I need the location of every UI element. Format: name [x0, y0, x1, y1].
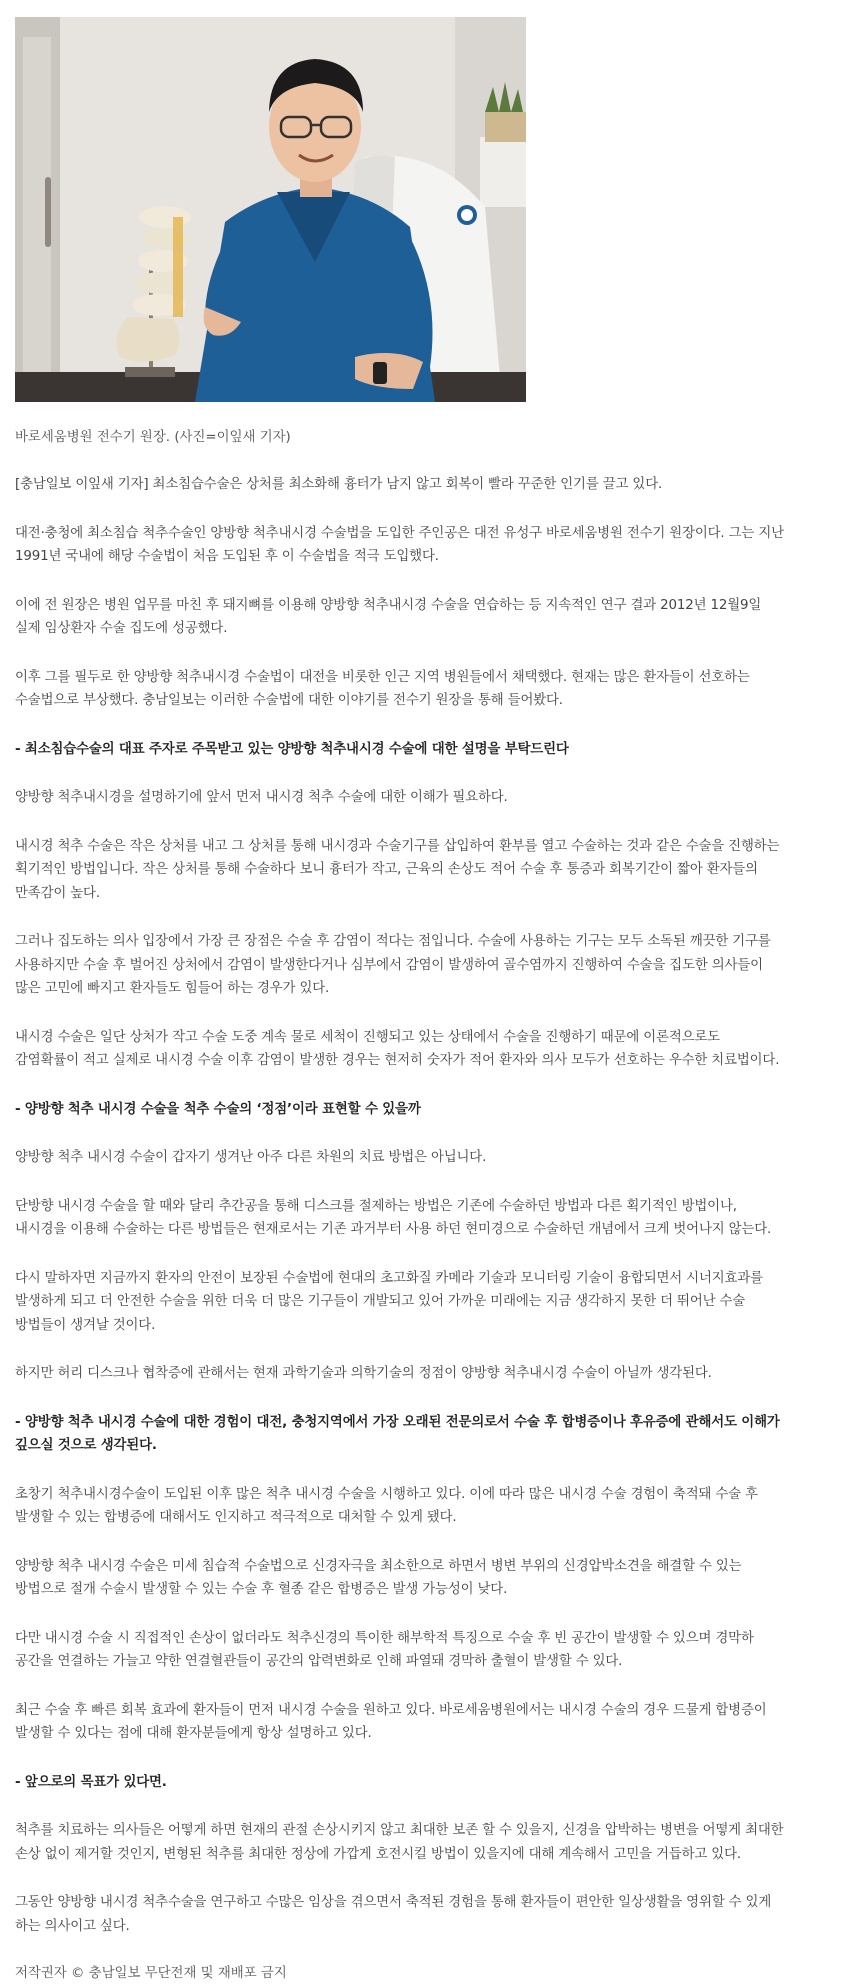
article-paragraph: 이에 전 원장은 병원 업무를 마친 후 돼지뼈를 이용해 양방향 척추내시경 수술을 연습하는 등 지속적인 연구 결과 2012년 12월9일 실제 임상환자 수술 집도에 성공했다. [15, 597, 762, 636]
interview-question: - 최소침습수술의 대표 주자로 주목받고 있는 양방향 척추내시경 수술에 대한 설명을 부탁드린다 [15, 741, 569, 757]
article-paragraph: 이후 그를 필두로 한 양방향 척추내시경 수술법이 대전을 비롯한 인근 지역 병원들에서 채택했다. 현재는 많은 환자들이 선호하는 수술법으로 부상했다. 충남일보는 이러한 수술법에 대한 이야기를 전수기 원장을 통해 들어봤다. [15, 669, 750, 708]
article-body [15, 473, 785, 1938]
article-paragraph: 단방향 내시경 수술을 할 때와 달리 추간공을 통해 디스크를 절제하는 방법은 기존에 수술하던 방법과 다른 획기적인 방법이나, 내시경을 이용해 수술하는 다른 방법들은 현재로서는 기존 과거부터 사용 하던 현미경으로 수술하던 개념에서 크게 벗어나지 않는다. [15, 1198, 772, 1237]
doctor-portrait-image [15, 17, 526, 402]
article-paragraph: 척추를 치료하는 의사들은 어떻게 하면 현재의 관절 손상시키지 않고 최대한 보존 할 수 있을지, 신경을 압박하는 병변을 어떻게 최대한 손상 없이 제거할 것인지, 변형된 척추를 최대한 정상에 가깝게 호전시킬 방법이 있을지에 대해 계속해서 고민을 거듭하고 있다. [15, 1823, 784, 1862]
article-paragraph: 초창기 척추내시경수술이 도입된 이후 많은 척추 내시경 수술을 시행하고 있다. 이에 따라 많은 내시경 수술 경험이 축적돼 수술 후 발생할 수 있는 합병증에 대해서도 인지하고 적극적으로 대처할 수 있게 됐다. [15, 1486, 758, 1525]
interview-question: - 양방향 척추 내시경 수술에 대한 경험이 대전, 충청지역에서 가장 오래된 전문의로서 수술 후 합병증이나 후유증에 관해서도 이해가 깊으실 것으로 생각된다. [15, 1414, 780, 1453]
article-photo [15, 17, 526, 402]
article-paragraph: 내시경 수술은 일단 상처가 작고 수술 도중 계속 물로 세척이 진행되고 있는 상태에서 수술을 진행하기 때문에 이론적으로도 감염확률이 적고 실제로 내시경 수술 이후 감염이 발생한 경우는 현저히 숫자가 적어 환자와 의사 모두가 선호하는 우수한 치료법이다. [15, 1029, 780, 1068]
article-paragraph: 그동안 양방향 내시경 척추수술을 연구하고 수많은 임상을 겪으면서 축적된 경험을 통해 환자들이 편안한 일상생활을 영위할 수 있게 하는 의사이고 싶다. [15, 1895, 772, 1934]
article [15, 17, 785, 1984]
article-paragraph: 내시경 척추 수술은 작은 상처를 내고 그 상처를 통해 내시경과 수술기구를 삽입하여 환부를 열고 수술하는 것과 같은 수술을 진행하는 획기적인 방법입니다. 작은 상처를 통해 수술하다 보니 흉터가 작고, 근육의 손상도 적어 수술 후 통증과 회복기간이 짧아 환자들의 만족감이 높다. [15, 838, 780, 901]
article-paragraph: 그러나 집도하는 의사 입장에서 가장 큰 장점은 수술 후 감염이 적다는 점입니다. 수술에 사용하는 기구는 모두 소독된 깨끗한 기구를 사용하지만 수술 후 벌어진 상처에서 감염이 발생한다거나 심부에서 감염이 발생하여 골수염까지 진행하여 수술을 집도한 의사들이 많은 고민에 빠지고 환자들도 힘들어 하는 경우가 있다. [15, 934, 771, 996]
article-paragraph: 다시 말하자면 지금까지 환자의 안전이 보장된 수술법에 현대의 초고화질 카메라 기술과 모니터링 기술이 융합되면서 시너지효과를 발생하게 되고 더 안전한 수술을 위한 더욱 더 많은 기구들이 개발되고 있어 가까운 미래에는 지금 생각하지 못한 더 뛰어난 수술 방법들이 생겨날 것이다. [15, 1270, 763, 1333]
interview-question: - 양방향 척추 내시경 수술을 척추 수술의 ‘정점’이라 표현할 수 있을까 [15, 1101, 421, 1117]
article-paragraph: 하지만 허리 디스크나 협착증에 관해서는 현재 과학기술과 의학기술의 정점이 양방향 척추내시경 수술이 아닐까 생각된다. [15, 1366, 712, 1381]
copyright-notice: 저작권자 © 충남일보 무단전재 및 재배포 금지 [15, 1966, 287, 1981]
article-paragraph: 대전·충청에 최소침습 척추수술인 양방향 척추내시경 수술법을 도입한 주인공은 대전 유성구 바로세움병원 전수기 원장이다. 그는 지난 1991년 국내에 해당 수술법이 처음 도입된 후 이 수술법을 적극 도입했다. [15, 525, 784, 564]
interview-question: - 앞으로의 목표가 있다면. [15, 1774, 167, 1790]
article-paragraph: 양방향 척추 내시경 수술이 갑자기 생겨난 아주 다른 차원의 치료 방법은 아닙니다. [15, 1150, 487, 1165]
photo-caption: 바로세움병원 전수기 원장. (사진=이잎새 기자) [15, 430, 291, 445]
article-paragraph: [충남일보 이잎새 기자] 최소침습수술은 상처를 최소화해 흉터가 남지 않고 회복이 빨라 꾸준한 인기를 끌고 있다. [15, 477, 663, 492]
article-paragraph: 양방향 척추내시경을 설명하기에 앞서 먼저 내시경 척추 수술에 대한 이해가 필요하다. [15, 790, 508, 805]
article-paragraph: 다만 내시경 수술 시 직접적인 손상이 없더라도 척추신경의 특이한 해부학적 특징으로 수술 후 빈 공간이 발생할 수 있으며 경막하 공간을 연결하는 가늘고 약한 연결혈관들이 공간의 압력변화로 인해 파열돼 경막하 출혈이 발생할 수 있다. [15, 1630, 754, 1669]
article-paragraph: 양방향 척추 내시경 수술은 미세 침습적 수술법으로 신경자극을 최소한으로 하면서 병변 부위의 신경압박소견을 해결할 수 있는 방법으로 절개 수술시 발생할 수 있는 수술 후 혈종 같은 합병증은 발생 가능성이 낮다. [15, 1558, 742, 1597]
article-paragraph: 최근 수술 후 빠른 회복 효과에 환자들이 먼저 내시경 수술을 원하고 있다. 바로세움병원에서는 내시경 수술의 경우 드물게 합병증이 발생할 수 있다는 점에 대해 환자분들에게 항상 설명하고 있다. [15, 1702, 767, 1741]
